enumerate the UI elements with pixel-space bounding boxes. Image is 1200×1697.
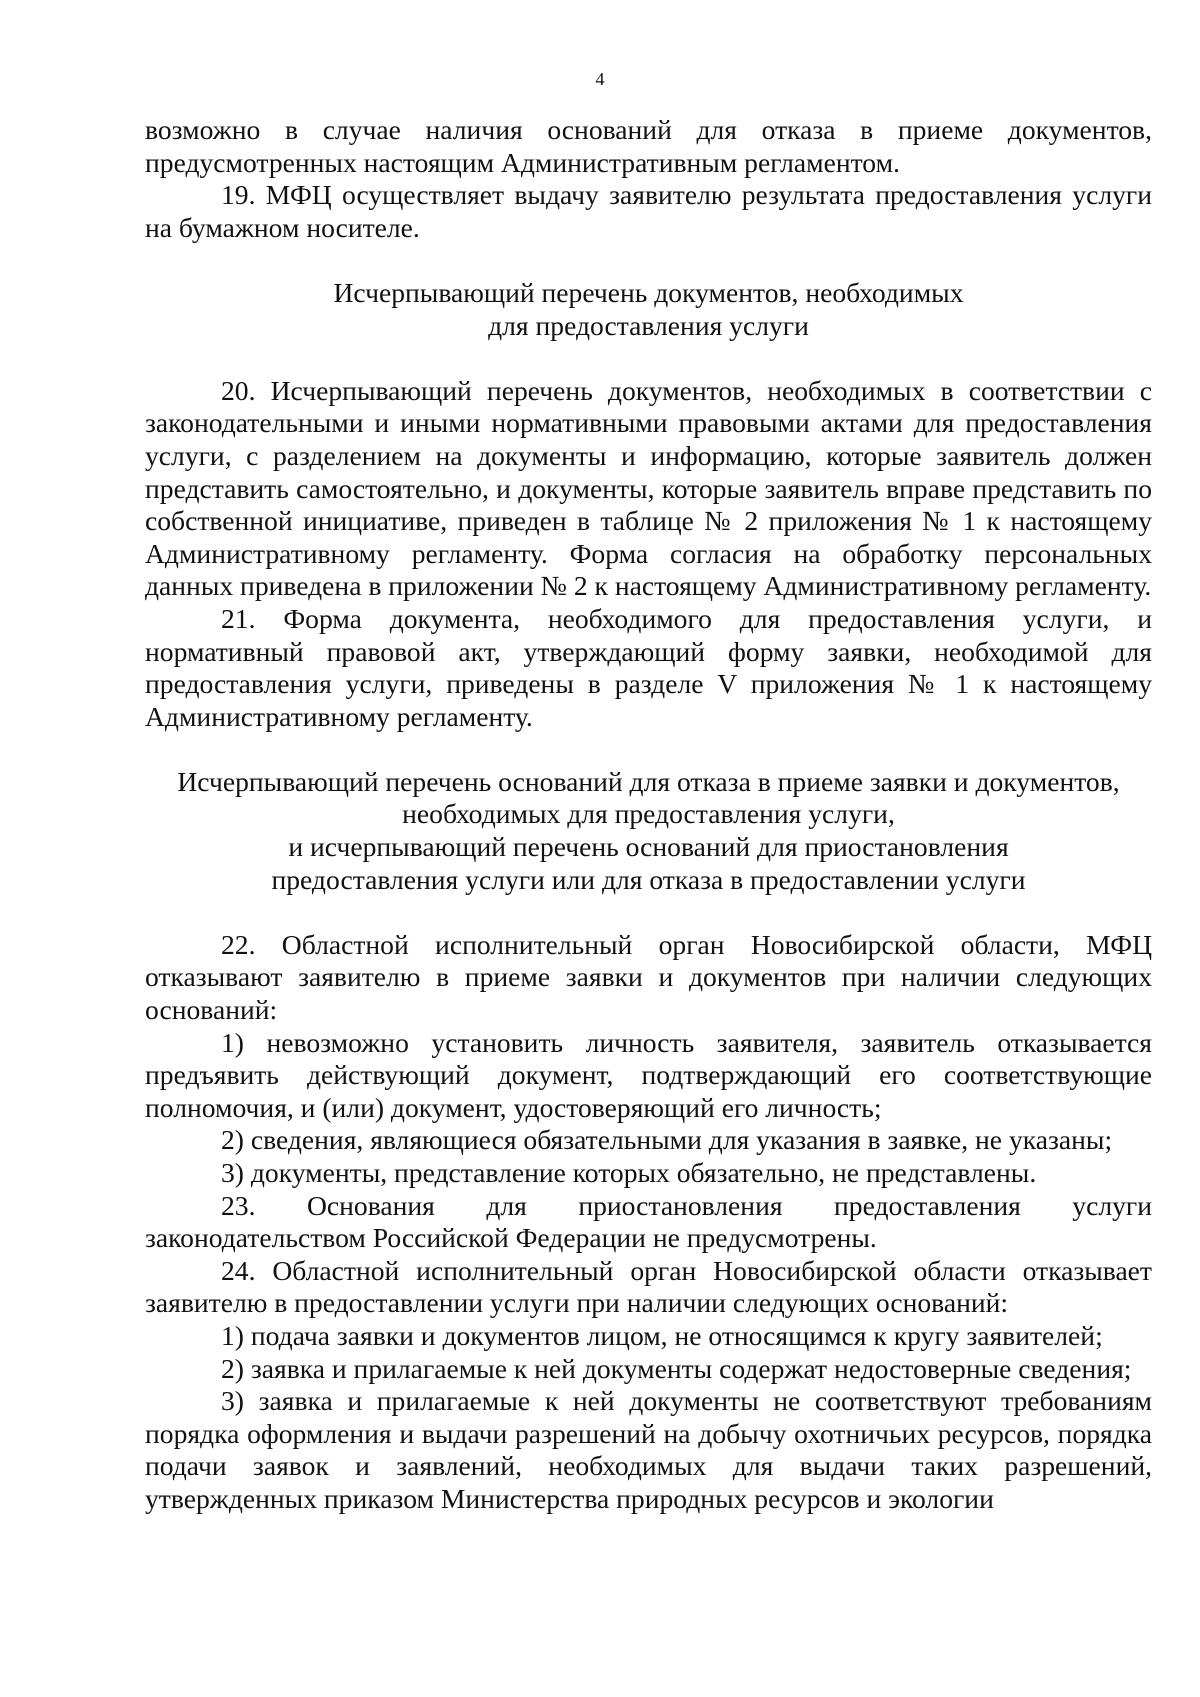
spacer	[145, 733, 1152, 766]
spacer	[145, 244, 1152, 277]
heading-line: и исчерпывающий перечень оснований для приостановления	[288, 831, 1009, 863]
page-number: 4	[595, 69, 605, 89]
list-item-24-1: 1) подача заявки и документов лицом, не относящимся к кругу заявителей;	[221, 1319, 1103, 1351]
heading-line: необходимых для предоставления услуги,	[402, 798, 895, 830]
paragraph-23: 23. Основания для приостановления предоставления услуги законодательством Российской Федерации не предусмотрены.	[145, 1189, 1152, 1254]
section-heading-refusal-grounds	[145, 766, 1152, 896]
paragraph-24: 24. Областной исполнительный орган Новосибирской области отказывает заявителю в предоставлении услуги при наличии следующих оснований:	[145, 1254, 1152, 1319]
list-item-24-3: 3) заявка и прилагаемые к ней документы не соответствуют требованиям порядка оформления и выдачи разрешений на добычу охотничьих ресурсов, порядка подачи заявок и заявлений, необходимых для выдачи таких разрешений, утвержденных приказом Министерства природных ресурсов и экологии	[145, 1385, 1152, 1514]
paragraph-21: 21. Форма документа, необходимого для предоставления услуги, и нормативный правовой акт, утверждающий форму заявки, необходимой для предоставления услуги, приведены в разделе V приложения № 1 к настоящему Административному регламенту.	[145, 602, 1152, 732]
list-item-24-2: 2) заявка и прилагаемые к ней документы содержат недостоверные сведения;	[221, 1352, 1132, 1384]
heading-line: для предоставления услуги	[488, 309, 809, 341]
heading-line: Исчерпывающий перечень документов, необходимых	[333, 276, 964, 308]
list-item-22-2: 2) сведения, являющиеся обязательными для указания в заявке, не указаны;	[221, 1124, 1113, 1156]
list-item-22-3: 3) документы, представление которых обязательно, не представлены.	[221, 1157, 1037, 1188]
spacer	[145, 342, 1152, 375]
paragraph-20: 20. Исчерпывающий перечень документов, необходимых в соответствии с законодательными и иными нормативными правовыми актами для предоставления услуги, с разделением на документы и информацию, которые заявитель должен представить самостоятельно, и документы, которые заявитель вправе представить по собственной инициативе, приведен в таблице № 2 приложения № 1 к настоящему Административному регламенту. Форма согласия на обработку персональных данных приведена в приложении № 2 к настоящему Административному регламенту.	[145, 374, 1152, 602]
paragraph-22: 22. Областной исполнительный орган Новосибирской области, МФЦ отказывают заявителю в приеме заявки и документов при наличии следующих оснований:	[145, 928, 1152, 1026]
paragraph-continuation: возможно в случае наличия оснований для отказа в приеме документов, предусмотренных настоящим Административным регламентом.	[145, 114, 1152, 178]
heading-line: предоставления услуги или для отказа в предоставлении услуги	[271, 863, 1026, 895]
paragraph-19: 19. МФЦ осуществляет выдачу заявителю результата предоставления услуги на бумажном носителе.	[145, 179, 1152, 243]
spacer	[145, 896, 1152, 929]
heading-line: Исчерпывающий перечень оснований для отказа в приеме заявки и документов,	[177, 765, 1120, 797]
section-heading-documents	[145, 277, 1152, 342]
list-item-22-1: 1) невозможно установить личность заявителя, заявитель отказывается предъявить действующий документ, подтверждающий его соответствующие полномочия, и (или) документ, удостоверяющий его личность;	[145, 1026, 1152, 1123]
document-body	[145, 114, 1152, 1516]
